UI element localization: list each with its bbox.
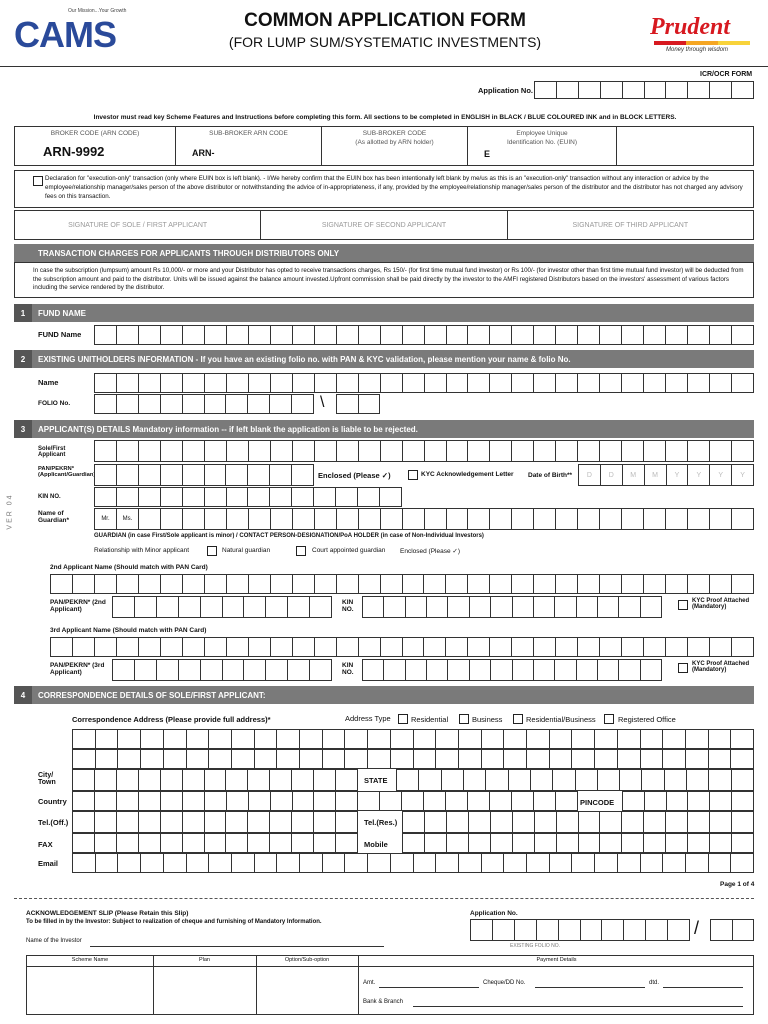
kin-label: KIN NO. bbox=[38, 494, 61, 500]
tel-off-boxes[interactable] bbox=[72, 811, 358, 833]
ack-app-no-slash: / bbox=[694, 918, 700, 938]
guardian-label: Name of Guardian* bbox=[38, 510, 70, 524]
ack-app-no-label: Application No. bbox=[470, 910, 518, 917]
folio-no-boxes[interactable] bbox=[94, 394, 314, 414]
cams-logo-text: CAMS bbox=[14, 14, 116, 55]
euin-box-extra[interactable] bbox=[617, 127, 753, 165]
dob-boxes[interactable]: D D M M Y Y Y Y bbox=[578, 464, 754, 486]
address-line-1[interactable] bbox=[72, 729, 754, 749]
tel-res-boxes[interactable] bbox=[402, 811, 754, 833]
fund-name-boxes[interactable] bbox=[94, 325, 754, 345]
section-2-bar bbox=[14, 350, 754, 368]
sub-broker-arn-label: SUB-BROKER ARN CODE bbox=[209, 130, 288, 137]
third-kin-boxes[interactable] bbox=[362, 659, 662, 681]
kin-boxes[interactable] bbox=[94, 487, 402, 507]
third-pan-label: PAN/PEKRN* (3rd Applicant) bbox=[50, 662, 105, 676]
second-pan-label: PAN/PEKRN* (2nd Applicant) bbox=[50, 599, 106, 613]
natural-guardian-checkbox[interactable] bbox=[207, 546, 217, 556]
fax-label: FAX bbox=[38, 840, 53, 849]
email-label: Email bbox=[38, 859, 59, 868]
application-no-boxes[interactable] bbox=[534, 81, 754, 99]
section-3-bar bbox=[14, 420, 754, 438]
ack-col-plan: Plan bbox=[198, 957, 210, 963]
sub-broker-arn-value: ARN- bbox=[192, 148, 215, 158]
prudent-stripe bbox=[654, 41, 750, 45]
business-checkbox[interactable] bbox=[459, 714, 469, 724]
city-boxes[interactable] bbox=[72, 769, 358, 791]
country-label: Country bbox=[38, 797, 67, 806]
ack-amt-line[interactable] bbox=[379, 987, 479, 988]
existing-name-label: Name bbox=[38, 378, 59, 387]
second-kin-boxes[interactable] bbox=[362, 596, 662, 618]
section-2-number: 2 bbox=[14, 350, 32, 368]
section-2-title: EXISTING UNITHOLDERS INFORMATION - If you have an existing folio no. with PAN & KYC validation, please mention your name & folio No. bbox=[38, 354, 571, 364]
residential-checkbox[interactable] bbox=[398, 714, 408, 724]
broker-code-value: ARN-9992 bbox=[43, 144, 105, 159]
transaction-text: In case the subscription (lumpsum) amount Rs 10,000/- or more and your Distributor has opted to receive transactions charges, Rs 150/- (for first time mutual fund investor) or Rs 100/- (for investor other than first time mutual fund investor) will be deducted from the subscription amount and paid to the distributor. Units will be issued against the balance amount invested.Upfront commission shall be paid directly by the investor to the AMFI registered Distributors based on the investors' assessment of various factors including the service rendered by the distributor. bbox=[33, 267, 744, 291]
section-1-number: 1 bbox=[14, 304, 32, 322]
prudent-tagline: Money through wisdom bbox=[666, 47, 729, 53]
euin-cell[interactable] bbox=[468, 127, 617, 165]
page-number: Page 1 of 4 bbox=[720, 881, 755, 888]
tel-off-label: Tel.(Off.) bbox=[38, 818, 69, 827]
guardian-ms: Ms. bbox=[117, 508, 139, 530]
second-kyc-label: KYC Proof Attached (Mandatory) bbox=[692, 598, 750, 610]
address-line-2[interactable] bbox=[72, 749, 754, 769]
court-guardian-label: Court appointed guardian bbox=[312, 547, 386, 554]
form-title: COMMON APPLICATION FORM bbox=[244, 10, 526, 31]
guardian-mr: Mr. bbox=[94, 508, 117, 530]
folio-suffix-boxes[interactable] bbox=[336, 394, 380, 414]
transaction-bar-title: TRANSACTION CHARGES FOR APPLICANTS THROUGH DISTRIBUTORS ONLY bbox=[38, 248, 340, 258]
declaration-text: Declaration for "execution-only" transaction (only where EUIN box is left blank). - I/We hereby confirm that the EUIN box has been intentionally left blank by me/us as this is an "execution-only" transaction without any interaction or advice by the employee/relationship manager/sales person of the above distributor or notwithstanding the advice of in-appropriateness, if any, provided by the employee/relationship manager/sales person of the distributor and the distributor has not charged any advisory fees on this transaction. bbox=[45, 175, 743, 200]
third-pan-boxes[interactable] bbox=[112, 659, 332, 681]
tel-res-label: Tel.(Res.) bbox=[364, 818, 398, 827]
signature-third[interactable]: SIGNATURE OF THIRD APPLICANT bbox=[572, 221, 689, 229]
third-applicant-label: 3rd Applicant Name (Should match with PAN Card) bbox=[50, 627, 207, 634]
ack-title: ACKNOWLEDGEMENT SLIP (Please Retain this Slip) bbox=[26, 910, 189, 917]
ack-cheque-label: Cheque/DD No. bbox=[483, 980, 526, 986]
ack-amt-label: Amt. bbox=[363, 980, 376, 986]
address-label: Correspondence Address (Please provide full address)* bbox=[72, 715, 271, 724]
ack-dtd-label: dtd. bbox=[649, 980, 660, 986]
euin-label-2: Identification No. (EUIN) bbox=[506, 139, 578, 146]
second-kyc-checkbox[interactable] bbox=[678, 600, 688, 610]
ack-app-no-boxes[interactable] bbox=[470, 919, 690, 941]
business-label: Business bbox=[472, 715, 503, 724]
broker-code-label: BROKER CODE (ARN CODE) bbox=[50, 130, 140, 137]
mobile-boxes[interactable] bbox=[402, 833, 754, 853]
euin-label-1: Employee Unique bbox=[516, 130, 568, 137]
city-label: City/ Town bbox=[38, 772, 56, 786]
sub-broker-code-cell[interactable] bbox=[322, 127, 468, 165]
transaction-box bbox=[14, 262, 754, 298]
second-applicant-name-boxes[interactable] bbox=[50, 574, 754, 594]
guardian-note: GUARDIAN (in case First/Sole applicant is minor) / CONTACT PERSON-DESIGNATION/PoA HOLDER (in case of Non-Individual Investors) bbox=[94, 533, 484, 539]
ack-col-scheme: Scheme Name bbox=[71, 957, 109, 963]
section-3-number: 3 bbox=[14, 420, 32, 438]
second-kin-label: KIN NO. bbox=[342, 599, 354, 613]
section-4-title: CORRESPONDENCE DETAILS OF SOLE/FIRST APPLICANT: bbox=[38, 690, 266, 700]
registered-office-label: Registered Office bbox=[618, 715, 676, 724]
ack-existing-folio: EXISTING FOLIO NO. bbox=[510, 943, 561, 949]
transaction-bar bbox=[14, 244, 754, 262]
ack-table bbox=[26, 955, 754, 1015]
cams-tagline: Our Mission...Your Growth bbox=[68, 8, 127, 14]
prudent-logo bbox=[650, 14, 760, 58]
signature-second[interactable]: SIGNATURE OF SECOND APPLICANT bbox=[261, 211, 507, 239]
dob-label: Date of Birth** bbox=[528, 472, 573, 479]
cams-logo bbox=[14, 6, 134, 60]
residential-label: Residential bbox=[411, 715, 449, 724]
sole-first-label: Sole/First Applicant bbox=[38, 446, 66, 458]
ack-dtd-line[interactable] bbox=[663, 987, 743, 988]
fund-name-label: FUND Name bbox=[38, 330, 82, 339]
country-boxes[interactable] bbox=[72, 791, 578, 811]
third-kin-label: KIN NO. bbox=[342, 662, 354, 676]
prudent-logo-text: Prudent bbox=[650, 14, 731, 40]
ack-col-payment: Payment Details bbox=[536, 957, 577, 963]
ack-col-option: Option/Sub-option bbox=[284, 957, 330, 963]
version-code: VER 04 bbox=[6, 493, 14, 530]
state-boxes[interactable] bbox=[396, 769, 754, 791]
sub-broker-arn-cell[interactable] bbox=[176, 127, 322, 165]
icr-ocr-label: ICR/OCR FORM bbox=[700, 71, 753, 78]
declaration-checkbox[interactable] bbox=[33, 176, 43, 186]
third-kyc-label: KYC Proof Attached (Mandatory) bbox=[692, 661, 750, 673]
enclosed-2-label: Enclosed (Please ✓) bbox=[400, 548, 461, 555]
first-applicant-name-boxes[interactable] bbox=[94, 440, 754, 462]
ack-subtitle: To be filled in by the Investor: Subject to realization of cheque and furnishing of Mandatory Information. bbox=[26, 919, 322, 925]
folio-no-label: FOLIO No. bbox=[38, 400, 71, 407]
sub-broker-code-label: SUB-BROKER CODE bbox=[362, 130, 427, 137]
existing-name-boxes[interactable] bbox=[94, 373, 754, 393]
ack-bank-label: Bank & Branch bbox=[363, 999, 404, 1005]
ack-bank-line[interactable] bbox=[413, 1006, 743, 1007]
pincode-boxes[interactable] bbox=[622, 791, 754, 811]
cut-line bbox=[14, 898, 754, 899]
registered-office-checkbox[interactable] bbox=[604, 714, 614, 724]
second-pan-boxes[interactable] bbox=[112, 596, 332, 618]
second-applicant-label: 2nd Applicant Name (Should match with PAN Card) bbox=[50, 564, 208, 571]
residential-business-label: Residential/Business bbox=[526, 715, 596, 724]
ack-investor-name-line[interactable] bbox=[90, 946, 384, 947]
signature-first[interactable]: SIGNATURE OF SOLE / FIRST APPLICANT bbox=[15, 211, 261, 239]
kyc-ack-checkbox[interactable] bbox=[408, 470, 418, 480]
section-3-title: APPLICANT(S) DETAILS Mandatory information -- if left blank the application is liable to be rejected. bbox=[38, 424, 418, 434]
email-boxes[interactable] bbox=[72, 853, 754, 873]
broker-code-cell[interactable] bbox=[15, 127, 176, 165]
header-divider bbox=[0, 66, 768, 67]
court-guardian-checkbox[interactable] bbox=[296, 546, 306, 556]
relationship-label: Relationship with Minor applicant bbox=[94, 547, 190, 554]
state-label: STATE bbox=[364, 776, 388, 785]
instruction-text: Investor must read key Scheme Features and Instructions before completing this form. All sections to be completed in ENGLISH in BLACK / BLUE COLOURED INK and in BLOCK LETTERS. bbox=[93, 114, 677, 121]
guardian-boxes[interactable] bbox=[94, 508, 754, 530]
address-type-label: Address Type bbox=[345, 714, 391, 723]
sub-broker-code-sub: (As allotted by ARN holder) bbox=[355, 139, 434, 146]
third-kyc-checkbox[interactable] bbox=[678, 663, 688, 673]
ack-investor-name-label: Name of the Investor bbox=[26, 938, 82, 944]
ack-cheque-line[interactable] bbox=[535, 987, 645, 988]
fax-boxes[interactable] bbox=[72, 833, 358, 853]
residential-business-checkbox[interactable] bbox=[513, 714, 523, 724]
section-1-title: FUND NAME bbox=[38, 308, 86, 318]
euin-value: E bbox=[484, 149, 491, 159]
signature-row bbox=[14, 210, 754, 240]
section-1-bar bbox=[14, 304, 754, 322]
application-no-label: Application No. bbox=[478, 86, 533, 95]
declaration-box bbox=[14, 170, 754, 208]
section-4-number: 4 bbox=[14, 686, 32, 704]
folio-separator: \ bbox=[320, 394, 325, 411]
form-subtitle: (FOR LUMP SUM/SYSTEMATIC INVESTMENTS) bbox=[228, 34, 542, 50]
enclosed-label: Enclosed (Please ✓) bbox=[318, 471, 391, 480]
pincode-label: PINCODE bbox=[580, 798, 615, 807]
section-4-bar bbox=[14, 686, 754, 704]
pan-boxes[interactable] bbox=[94, 464, 314, 486]
broker-box bbox=[14, 126, 754, 166]
third-applicant-name-boxes[interactable] bbox=[50, 637, 754, 657]
natural-guardian-label: Natural guardian bbox=[222, 547, 271, 554]
pan-label: PAN/PEKRN* (Applicant/Guardian) bbox=[38, 466, 96, 478]
ack-app-no-suffix-boxes[interactable] bbox=[710, 919, 754, 941]
kyc-ack-label: KYC Acknowledgement Letter bbox=[421, 471, 514, 478]
mobile-label: Mobile bbox=[364, 840, 388, 849]
